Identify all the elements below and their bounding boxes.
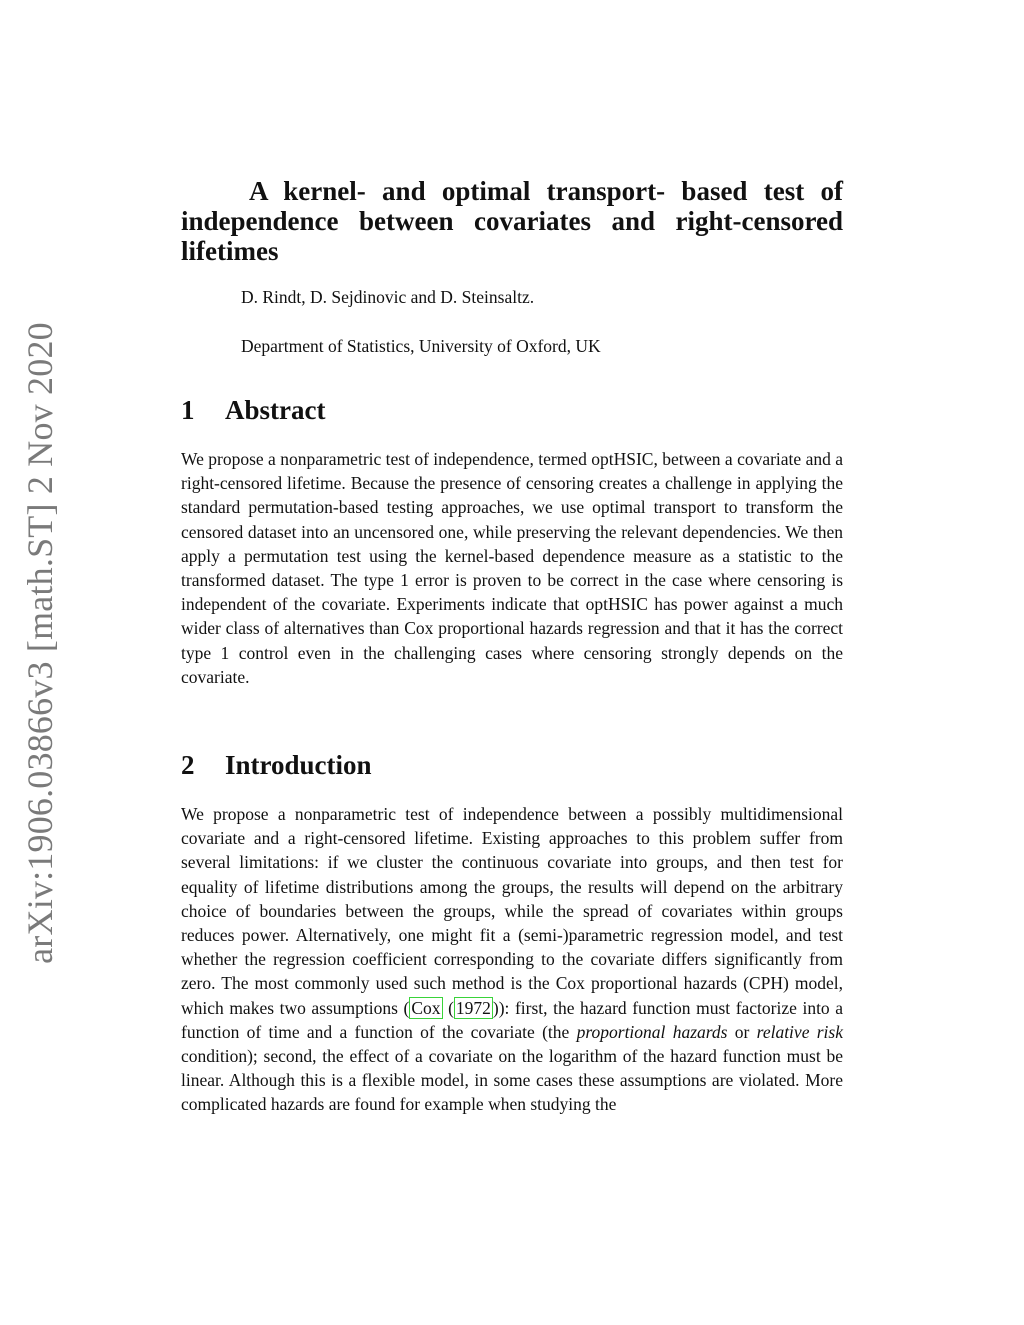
abstract-heading [181,394,325,426]
intro-text-part: ( [442,997,454,1018]
citation-year-link[interactable]: 1972 [455,997,491,1018]
affiliation: Department of Statistics, University of Oxford, UK [241,336,601,356]
section-number: 1 [181,395,195,425]
arxiv-identifier: arXiv:1906.03866v3 [math.ST] 2 Nov 2020 [20,322,60,964]
intro-text-part: We propose a nonparametric test of independence between a possibly multidimensional covariate and a right-censored lifetime. Existing approaches to this problem suffer from several limitations: if we cluster the continuous covariate into groups, and then test for equality of lifetime distributions among the groups, the results will depend on the arbitrary choice of boundaries between the groups, while the spread of covariates within groups reduces power. Alternatively, one might fit a (semi-)parametric regression model, and test whether the regression coefficient corresponding to the covariate differs significantly from zero. The most commonly used such method is the Cox proportional hazards (CPH) model, which makes two assumptions ( [181,804,843,1018]
introduction-text [181,802,843,1117]
authors: D. Rindt, D. Sejdinovic and D. Steinsaltz. [241,287,535,307]
section-number: 2 [181,750,195,780]
emphasis-proportional-hazards: proportional hazards [576,1021,728,1042]
introduction-heading [181,749,372,781]
abstract-text: We propose a nonparametric test of independence, termed optHSIC, between a covariate and a right-censored lifetime. Because the presence of censoring creates a challenge in applying the standard permutation-based testing approaches, we use optimal transport to transform the censored dataset into an uncensored one, while preserving the relevant dependencies. We then apply a permutation test using the kernel-based dependence measure as a statistic to the transformed dataset. The type 1 error is proven to be correct in the case where censoring is independent of the covariate. Experiments indicate that optHSIC has power against a much wider class of alternatives than Cox proportional hazards regression and that it has the correct type 1 control even in the challenging cases where censoring strongly depends on the covariate. [181,449,843,687]
citation-author-link[interactable]: Cox [411,997,441,1018]
section-title: Abstract [225,395,326,425]
intro-text-part: condition); second, the effect of a covariate on the logarithm of the hazard function must be linear. Although this is a flexible model, in some cases these assumptions are violated. More complicated hazards are found for example when studying the [181,1046,843,1115]
emphasis-relative-risk: relative risk [756,1021,844,1042]
intro-text-part: or [727,1021,757,1042]
arxiv-side-stamp [17,322,63,964]
intro-text-part: )): first, the hazard function must factorize into a function of time and a function of the covariate (the [181,997,844,1042]
paper-title: A kernel- and optimal transport- based test of independence between covariates and right-censored lifetimes [181,176,843,266]
section-title: Introduction [225,750,372,780]
